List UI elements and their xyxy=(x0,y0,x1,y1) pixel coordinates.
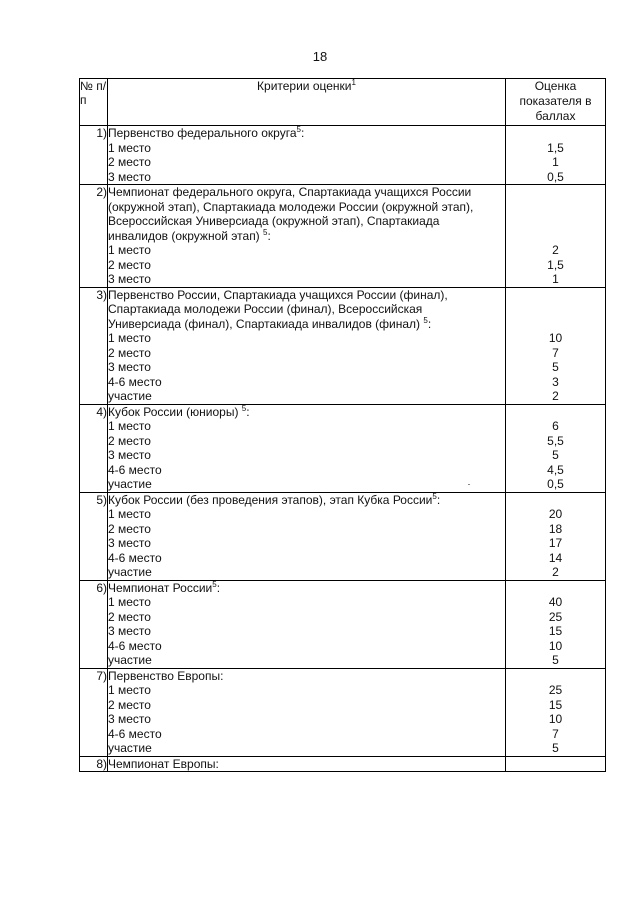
table-row xyxy=(80,492,606,580)
place-label: участие xyxy=(108,477,152,491)
criteria-title-line xyxy=(108,288,505,303)
title-colon: : xyxy=(436,492,441,507)
score-value: 14 xyxy=(548,550,563,565)
score-value: 5 xyxy=(552,741,559,755)
scan-speck xyxy=(468,484,470,485)
place-label: 4-6 место xyxy=(108,638,162,653)
score-value: 1,5 xyxy=(547,140,564,155)
place-label: участие xyxy=(108,389,152,403)
footnote-mark: 5 xyxy=(212,579,217,589)
footnote-mark: 5 xyxy=(423,315,428,325)
criteria-title-text: Первенство Европы: xyxy=(108,668,224,683)
score-spacer xyxy=(506,581,605,596)
row-number: 7) xyxy=(80,668,108,756)
title-colon: : xyxy=(300,126,305,140)
place-label: 2 место xyxy=(108,155,151,169)
score-spacer xyxy=(506,669,605,684)
row-criteria xyxy=(108,756,506,772)
row-criteria xyxy=(108,492,506,580)
row-number: 3) xyxy=(80,287,108,404)
score-value: 1,5 xyxy=(547,257,564,272)
row-criteria xyxy=(108,580,506,668)
row-number: 5) xyxy=(80,492,108,580)
row-scores xyxy=(506,580,606,668)
criteria-title-line xyxy=(108,229,505,244)
table-row xyxy=(80,668,606,756)
header-criteria xyxy=(108,79,506,126)
score-value: 18 xyxy=(548,521,563,536)
score-value: 40 xyxy=(548,595,563,609)
score-value: 17 xyxy=(548,536,563,550)
score-spacer xyxy=(506,302,605,317)
place-label: 1 место xyxy=(108,419,151,433)
score-spacer xyxy=(506,214,605,229)
score-spacer xyxy=(506,229,605,244)
row-criteria xyxy=(108,404,506,492)
score-value: 10 xyxy=(548,712,563,726)
row-number: 6) xyxy=(80,580,108,668)
score-value: 0,5 xyxy=(547,169,564,184)
header-criteria-text: Критерии оценки xyxy=(257,79,352,93)
table-row xyxy=(80,580,606,668)
place-label: участие xyxy=(108,653,152,667)
score-value: 5 xyxy=(552,360,559,374)
score-spacer xyxy=(506,126,605,141)
table-body xyxy=(80,126,606,772)
row-scores xyxy=(506,668,606,756)
score-value: 10 xyxy=(548,331,563,345)
place-label: 3 место xyxy=(108,712,151,726)
place-label: 2 место xyxy=(108,521,151,536)
score-value: 1 xyxy=(552,155,559,169)
table-row xyxy=(80,185,606,288)
place-label: 1 место xyxy=(108,507,151,521)
place-label: 2 место xyxy=(108,345,151,360)
title-colon: : xyxy=(427,316,432,331)
score-value: 15 xyxy=(548,624,563,638)
criteria-title-text: Кубок России (юниоры) xyxy=(108,404,242,419)
place-label: 2 место xyxy=(108,257,151,272)
score-value: 5 xyxy=(552,653,559,667)
criteria-title-text: Кубок России (без проведения этапов), этап Кубка России xyxy=(108,492,433,507)
table-row xyxy=(80,404,606,492)
score-value: 5,5 xyxy=(547,433,564,448)
header-criteria-footnote: 1 xyxy=(351,78,356,87)
place-label: 1 место xyxy=(108,595,151,609)
criteria-title-text: Универсиада (финал), Спартакиада инвалидов (финал) xyxy=(108,316,424,331)
row-scores xyxy=(506,756,606,772)
criteria-title-line xyxy=(108,317,505,332)
row-criteria xyxy=(108,126,506,185)
criteria-title-line xyxy=(108,185,505,200)
criteria-title-line xyxy=(108,302,505,317)
title-colon: : xyxy=(246,404,250,419)
score-value: 2 xyxy=(552,243,559,257)
score-value: 1 xyxy=(552,272,559,286)
criteria-title-text: Первенство России, Спартакиада учащихся России (финал), xyxy=(108,287,448,302)
place-label: 4-6 место xyxy=(108,550,162,565)
row-number: 4) xyxy=(80,404,108,492)
score-spacer xyxy=(506,185,605,200)
criteria-title-line xyxy=(108,581,505,596)
criteria-table xyxy=(79,78,606,772)
place-label: 3 место xyxy=(108,169,151,184)
place-label: 3 место xyxy=(108,448,151,462)
score-value: 2 xyxy=(552,389,559,403)
criteria-title-text: инвалидов (окружной этап) xyxy=(108,228,264,243)
row-scores xyxy=(506,126,606,185)
place-label: 2 место xyxy=(108,433,151,448)
row-number: 2) xyxy=(80,185,108,288)
table-row xyxy=(80,287,606,404)
place-label: участие xyxy=(108,741,152,755)
criteria-title-text: Спартакиада молодежи России (финал), Всероссийская xyxy=(108,302,423,316)
score-value: 5 xyxy=(552,448,559,462)
row-criteria xyxy=(108,287,506,404)
score-spacer xyxy=(506,200,605,215)
criteria-title-text: Чемпионат России xyxy=(108,580,213,595)
criteria-title-line xyxy=(108,126,505,141)
criteria-title-text: Первенство федерального округа xyxy=(108,126,297,140)
score-value: 0,5 xyxy=(547,477,564,491)
place-label: 3 место xyxy=(108,360,151,374)
header-row xyxy=(80,79,606,126)
place-label: 1 место xyxy=(108,683,151,697)
place-label: участие xyxy=(108,565,152,579)
row-scores xyxy=(506,492,606,580)
place-label: 1 место xyxy=(108,140,151,155)
score-value: 4,5 xyxy=(547,462,564,477)
header-number: № п/п xyxy=(80,79,108,126)
row-number: 8) xyxy=(80,756,108,772)
page-number: 18 xyxy=(312,49,328,64)
place-label: 3 место xyxy=(108,624,151,638)
score-spacer xyxy=(506,317,605,332)
score-value: 7 xyxy=(552,345,559,360)
score-spacer xyxy=(506,405,605,420)
criteria-title-line xyxy=(108,214,505,229)
criteria-title-line xyxy=(108,757,505,772)
footnote-mark: 5 xyxy=(241,403,247,413)
row-number: 1) xyxy=(80,126,108,185)
criteria-title-line xyxy=(108,405,505,420)
score-value: 7 xyxy=(552,726,559,741)
place-label: 3 место xyxy=(108,536,151,550)
score-value: 25 xyxy=(548,609,563,624)
score-value: 20 xyxy=(548,507,563,521)
footnote-mark: 5 xyxy=(296,125,301,134)
row-scores xyxy=(506,185,606,288)
place-label: 4-6 место xyxy=(108,462,162,477)
score-value: 15 xyxy=(548,697,563,712)
place-label: 3 место xyxy=(108,272,151,286)
place-label: 2 место xyxy=(108,697,151,712)
row-scores xyxy=(506,287,606,404)
title-colon: : xyxy=(267,228,271,243)
criteria-title-text: Чемпионат Европы: xyxy=(108,756,219,771)
footnote-mark: 5 xyxy=(432,491,437,501)
criteria-title-line xyxy=(108,669,505,684)
criteria-title-line xyxy=(108,200,505,215)
header-score: Оценка показателя в баллах xyxy=(506,79,606,126)
row-scores xyxy=(506,404,606,492)
score-value: 3 xyxy=(552,374,559,389)
score-value: 6 xyxy=(552,419,559,433)
criteria-title-line xyxy=(108,493,505,508)
row-criteria xyxy=(108,185,506,288)
criteria-title-text: Всероссийская Универсиада (окружной этап), Спартакиада xyxy=(108,214,440,228)
footnote-mark: 5 xyxy=(263,227,268,237)
place-label: 1 место xyxy=(108,331,151,345)
score-value: 10 xyxy=(548,638,563,653)
criteria-title-text: (окружной этап), Спартакиада молодежи России (окружной этап), xyxy=(108,199,474,214)
table-row xyxy=(80,756,606,772)
title-colon: : xyxy=(216,580,221,595)
score-spacer xyxy=(506,493,605,508)
place-label: 4-6 место xyxy=(108,374,162,389)
score-spacer xyxy=(506,288,605,303)
place-label: 2 место xyxy=(108,609,151,624)
place-label: 4-6 место xyxy=(108,726,162,741)
table-row xyxy=(80,126,606,185)
score-value: 25 xyxy=(548,683,563,697)
place-label: 1 место xyxy=(108,243,151,257)
score-spacer xyxy=(506,757,605,772)
row-criteria xyxy=(108,668,506,756)
score-value: 2 xyxy=(552,565,559,579)
criteria-title-text: Чемпионат федерального округа, Спартакиада учащихся России xyxy=(108,185,472,199)
